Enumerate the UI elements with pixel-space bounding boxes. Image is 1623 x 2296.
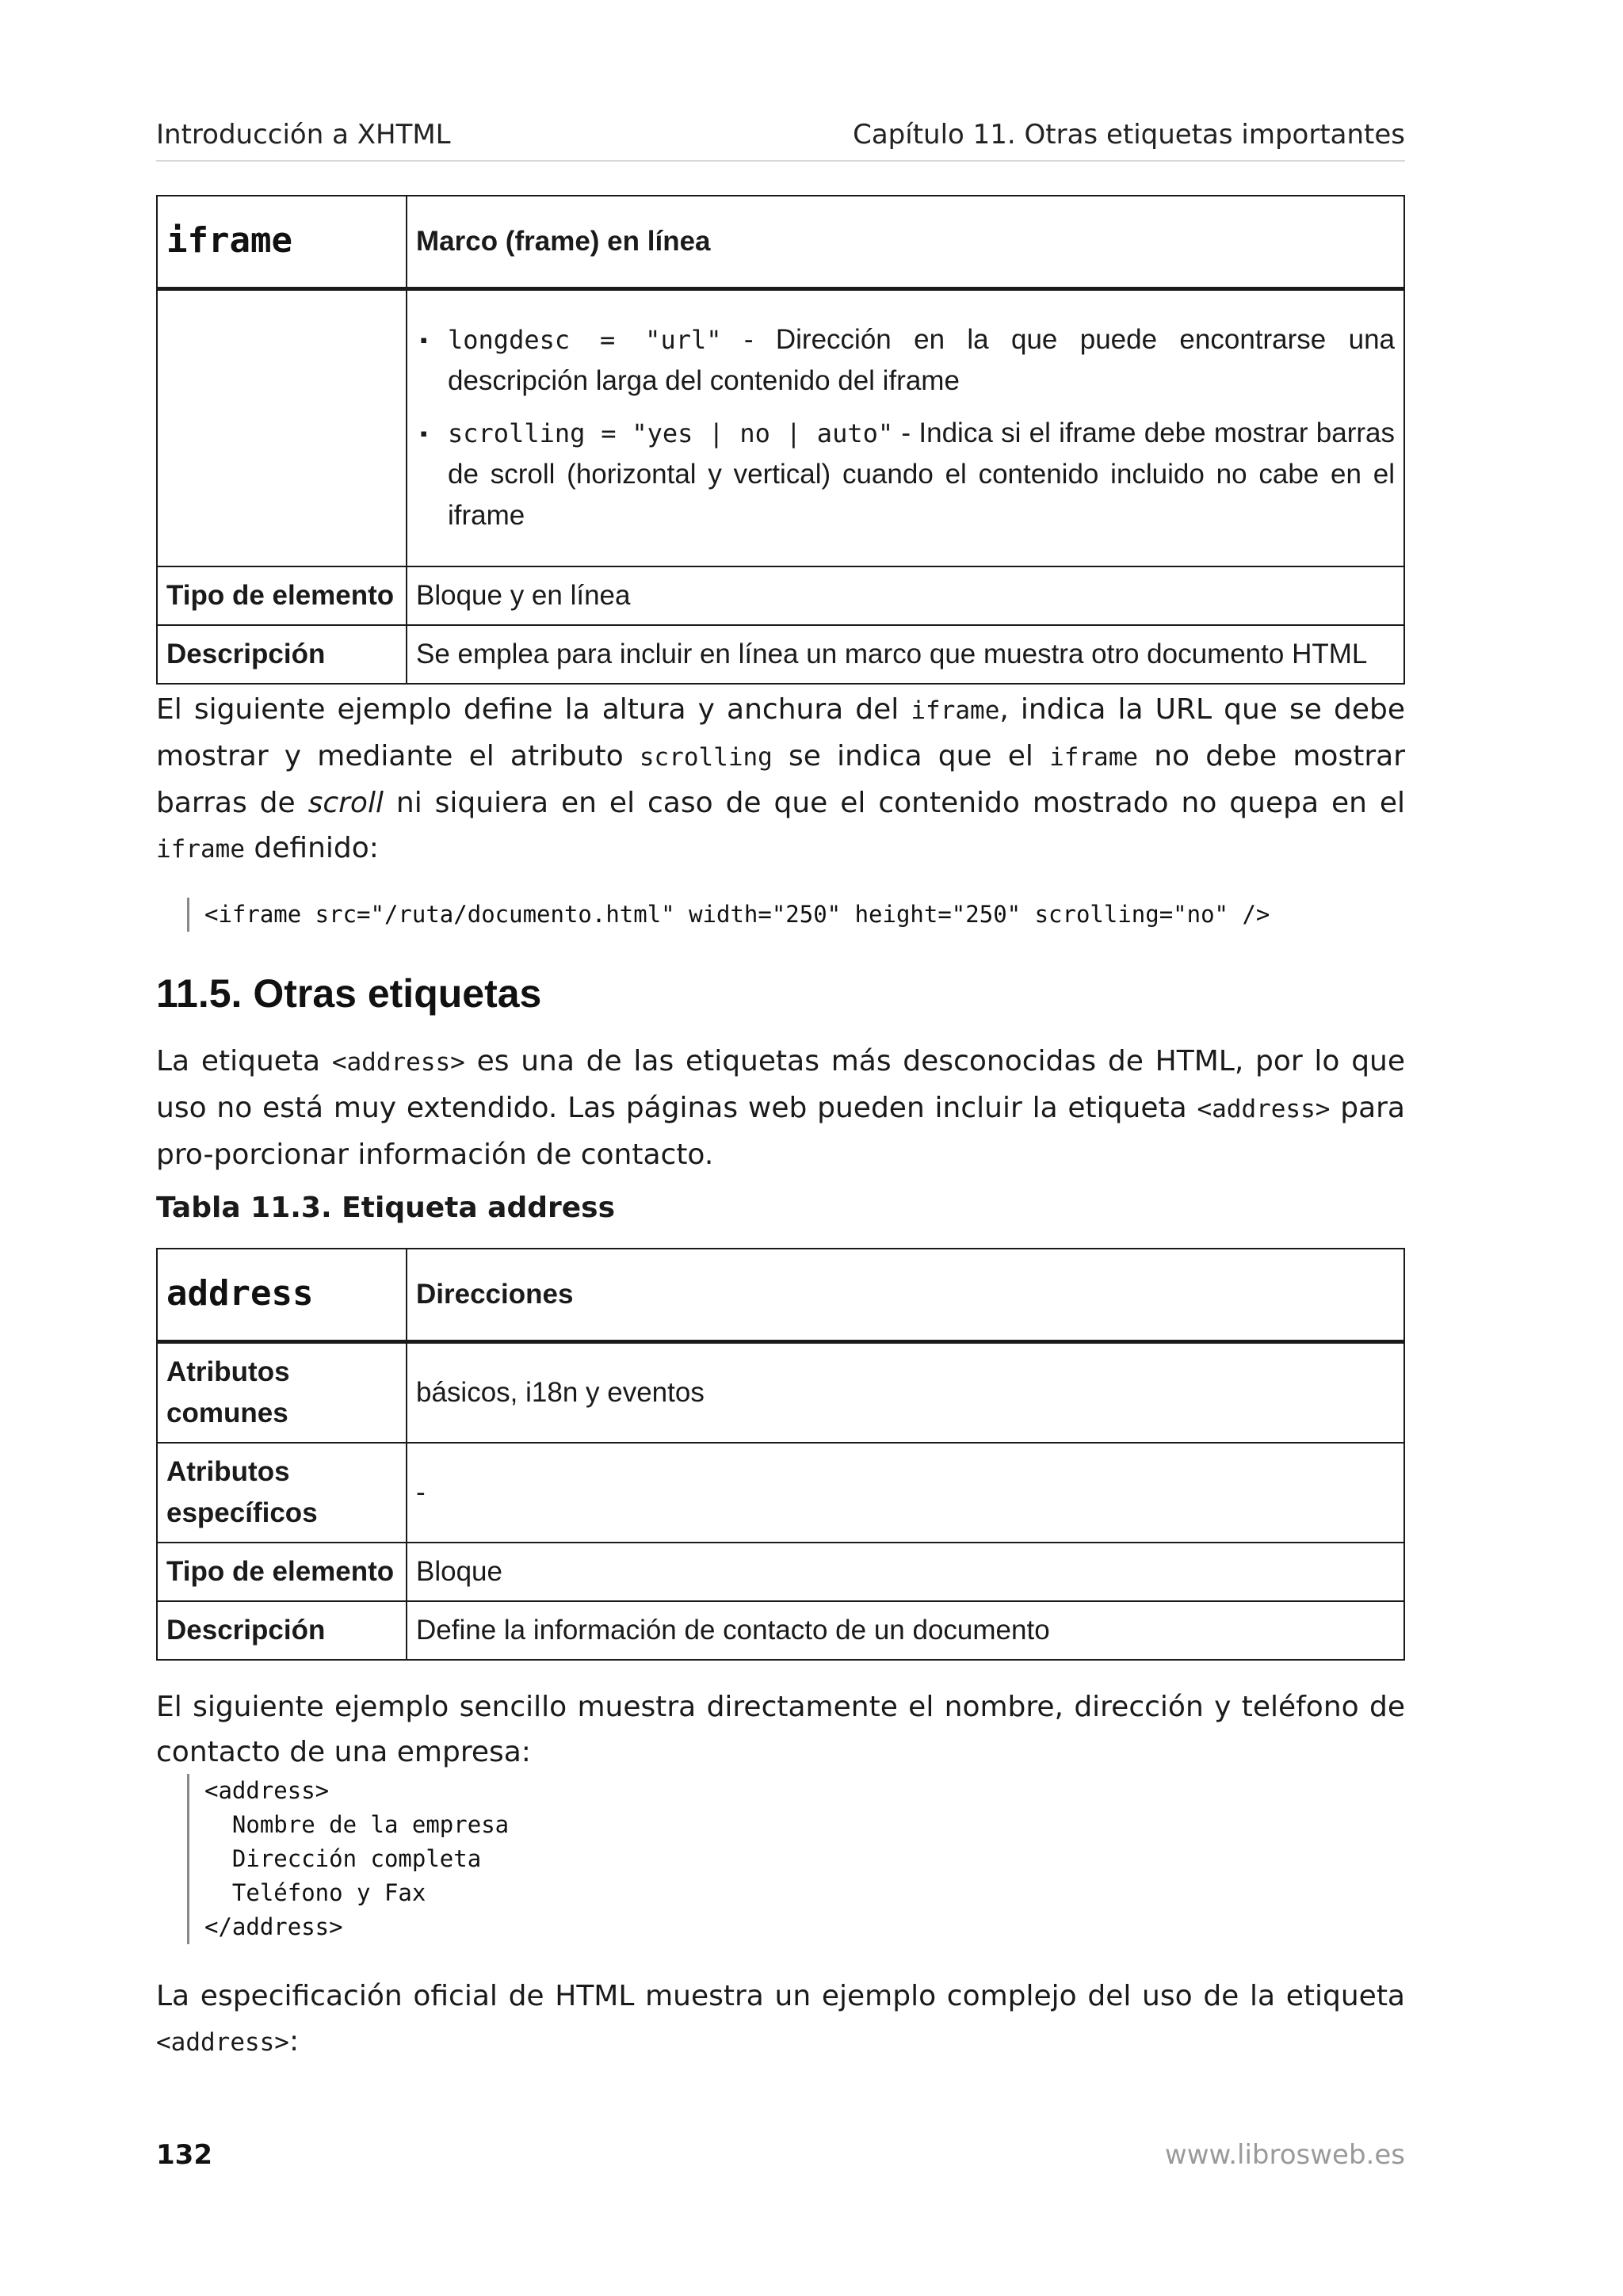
table-row: [157, 566, 1404, 625]
address-table: [156, 1248, 1405, 1661]
tag-title-cell: [407, 196, 1404, 289]
table-header-row: [157, 196, 1404, 289]
row-label: Atributos comunes: [157, 1342, 407, 1444]
book-title: Introducción a XHTML: [156, 119, 451, 151]
code-block-iframe: <iframe src="/ruta/documento.html" width="250" height="250" scrolling="no" />: [187, 898, 1270, 932]
row-value: -: [407, 1443, 1404, 1543]
emphasis: scroll: [307, 787, 384, 819]
tag-title-cell: [407, 1249, 1404, 1342]
row-label: Tipo de elemento: [157, 1543, 407, 1601]
list-item: [448, 413, 1395, 536]
site-url: www.librosweb.es: [1164, 2139, 1405, 2171]
inline-code: iframe: [911, 696, 1000, 725]
paragraph-iframe-example: [156, 687, 1405, 872]
inline-code: iframe: [1049, 743, 1139, 772]
row-value: Bloque y en línea: [407, 566, 1404, 625]
table-caption: Tabla 11.3. Etiqueta address: [156, 1192, 616, 1224]
attribute-code: scrolling = "yes | no | auto": [448, 418, 894, 449]
inline-code: <address>: [1197, 1095, 1331, 1123]
text: :: [288, 2025, 300, 2058]
attribute-list: [416, 319, 1395, 536]
tag-name: address: [166, 1272, 314, 1314]
table-row: [157, 1342, 1404, 1444]
inline-code: iframe: [156, 835, 245, 864]
text: definido:: [244, 832, 379, 864]
attributes-row: [157, 289, 1404, 566]
attributes-cell: [407, 289, 1404, 566]
paragraph-spec-example: [156, 1974, 1405, 2065]
tag-cell: [157, 196, 407, 289]
tag-title: Direcciones: [416, 1279, 574, 1310]
chapter-title: Capítulo 11. Otras etiquetas importantes: [853, 119, 1405, 151]
table-row: [157, 1543, 1404, 1601]
text: se indica que el: [772, 740, 1050, 772]
empty-cell: [157, 289, 407, 566]
text: El siguiente ejemplo define la altura y anchura del: [156, 693, 911, 726]
table-row: [157, 1601, 1404, 1660]
paragraph-address-intro: [156, 1039, 1405, 1177]
row-value: Se emplea para incluir en línea un marco que muestra otro documento HTML: [407, 625, 1404, 684]
attribute-code: longdesc = "url": [448, 325, 722, 356]
code-block-address: <address> Nombre de la empresa Dirección completa Teléfono y Fax </address>: [187, 1774, 509, 1944]
text: no debe mostrar barras de: [156, 740, 1405, 819]
text: ni siquiera en el caso de que el contenido mostrado no quepa en el: [383, 787, 1405, 819]
row-label: Descripción: [157, 1601, 407, 1660]
tag-name: iframe: [166, 219, 292, 261]
text: para pro-porcionar información de contacto.: [156, 1092, 1405, 1171]
row-value: Define la información de contacto de un documento: [407, 1601, 1404, 1660]
inline-code: <address>: [331, 1048, 465, 1077]
inline-code: <address>: [156, 2028, 289, 2057]
tag-title: Marco (frame) en línea: [416, 226, 711, 257]
section-heading: 11.5. Otras etiquetas: [156, 971, 542, 1016]
row-value: básicos, i18n y eventos: [407, 1342, 1404, 1444]
tag-cell: [157, 1249, 407, 1342]
page-header: [156, 119, 1405, 162]
text: La etiqueta: [156, 1045, 332, 1077]
table-row: [157, 625, 1404, 684]
iframe-table: [156, 195, 1405, 685]
table-header-row: [157, 1249, 1404, 1342]
text: es una de las etiquetas más desconocidas de HTML, por lo que uso no está muy extendido. Las páginas web pueden incluir la etiqueta: [156, 1045, 1406, 1124]
table-row: [157, 1443, 1404, 1543]
row-label: Tipo de elemento: [157, 566, 407, 625]
row-value: Bloque: [407, 1543, 1404, 1601]
attribute-description: - Indica si el iframe debe mostrar barras de scroll (horizontal y vertical) cuando el contenido incluido no cabe en el iframe: [448, 418, 1396, 532]
list-item: [448, 319, 1395, 402]
inline-code: scrolling: [639, 743, 773, 772]
attribute-description: - Dirección en la que puede encontrarse una descripción larga del contenido del iframe: [448, 324, 1395, 397]
row-label: Atributos específicos: [157, 1443, 407, 1543]
row-label: Descripción: [157, 625, 407, 684]
page-number: 132: [156, 2139, 212, 2171]
paragraph-address-example: El siguiente ejemplo sencillo muestra directamente el nombre, dirección y teléfono de contacto de una empresa:: [156, 1691, 1405, 1768]
text: , indica la URL que se debe mostrar y mediante el atributo: [156, 693, 1405, 772]
text: La especificación oficial de HTML muestra un ejemplo complejo del uso de la etiqueta: [156, 1980, 1405, 2012]
